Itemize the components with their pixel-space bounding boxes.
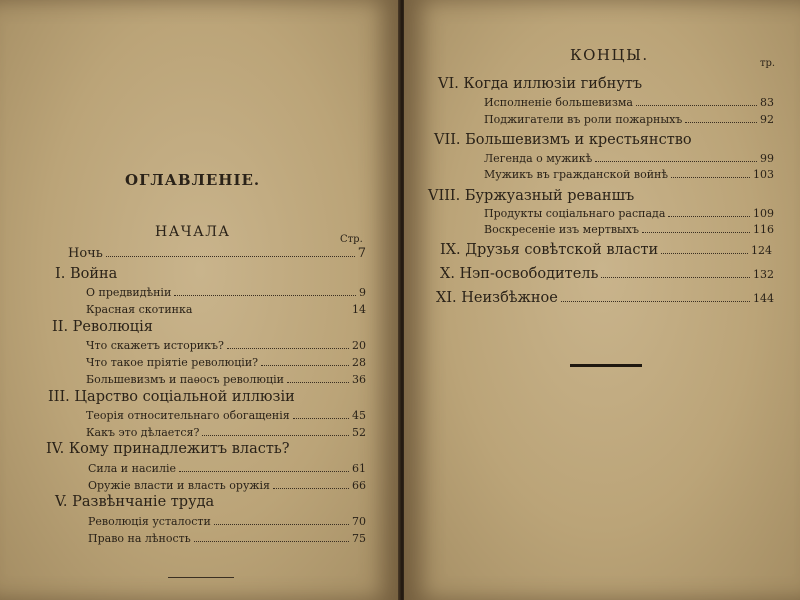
- toc-entry[interactable]: [484, 223, 774, 236]
- entry-title: Теорія относительнаго обогащенія: [86, 409, 290, 422]
- dot-leader: [261, 364, 349, 366]
- entry-title: О предвидѣніи: [86, 286, 172, 299]
- dot-leader: [293, 417, 349, 419]
- entry-page: 99: [760, 152, 774, 165]
- chapter-heading[interactable]: II. Революція: [52, 319, 153, 335]
- chapter-heading[interactable]: VI. Когда иллюзіи гибнутъ: [438, 76, 643, 92]
- chapter-title: X. Нэп-освободитель: [440, 266, 599, 282]
- entry-page: 75: [352, 532, 366, 545]
- entry-page: 144: [753, 292, 774, 305]
- chapter-heading[interactable]: III. Царство соціальной иллюзіи: [48, 389, 295, 405]
- chapter-heading[interactable]: I. Война: [55, 266, 118, 282]
- entry-page: 14: [352, 303, 366, 316]
- entry-page: 132: [753, 268, 774, 281]
- chapter-title: IX. Друзья совѣтской власти: [440, 242, 659, 258]
- toc-entry[interactable]: [484, 96, 774, 109]
- dot-leader: [179, 470, 349, 472]
- entry-page: 103: [753, 168, 774, 181]
- entry-title: Легенда о мужикѣ: [484, 152, 593, 165]
- entry-title: Большевизмъ и паѳосъ революціи: [86, 373, 284, 386]
- dot-leader: [636, 104, 757, 106]
- entry-page: 66: [352, 479, 366, 492]
- entry-page: 109: [753, 207, 774, 220]
- toc-entry[interactable]: [88, 479, 366, 492]
- chapter-heading[interactable]: VIII. Буржуазный реваншъ: [428, 188, 635, 204]
- chapter-heading-with-page[interactable]: [436, 290, 774, 306]
- entry-title: Поджигатели въ роли пожарныхъ: [484, 113, 683, 126]
- toc-entry[interactable]: [88, 532, 366, 545]
- entry-page: 7: [357, 246, 366, 261]
- entry-title: Какъ это дѣлается?: [86, 426, 200, 439]
- dot-leader: [685, 121, 757, 123]
- toc-entry[interactable]: [86, 286, 366, 299]
- entry-title: Красная скотинка: [86, 303, 193, 316]
- entry-page: 9: [359, 286, 366, 299]
- bottom-rule: [168, 577, 234, 578]
- entry-page: 116: [753, 223, 774, 236]
- toc-entry[interactable]: [484, 207, 774, 220]
- dot-leader: [661, 252, 748, 254]
- dot-leader: [668, 215, 750, 217]
- dot-leader: [595, 160, 757, 162]
- entry-page: 36: [352, 373, 366, 386]
- toc-entry[interactable]: [86, 339, 366, 352]
- entry-page: 70: [352, 515, 366, 528]
- dot-leader: [214, 523, 349, 525]
- dot-leader: [106, 255, 355, 257]
- toc-title: ОГЛАВЛЕНІЕ.: [125, 171, 261, 189]
- entry-title: Мужикъ въ гражданской войнѣ: [484, 168, 668, 181]
- toc-entry[interactable]: [88, 462, 366, 475]
- toc-entry[interactable]: [86, 409, 366, 422]
- page-column-label: тр.: [760, 58, 776, 69]
- right-page: [404, 0, 800, 600]
- entry-page: 124: [751, 244, 772, 257]
- chapter-heading[interactable]: V. Развѣнчаніе труда: [55, 494, 215, 510]
- entry-page: 61: [352, 462, 366, 475]
- toc-entry-night[interactable]: [68, 246, 366, 261]
- dot-leader: [273, 487, 349, 489]
- entry-title: Сила и насиліе: [88, 462, 177, 475]
- dot-leader: [287, 381, 349, 383]
- chapter-heading[interactable]: IV. Кому принадлежитъ власть?: [46, 441, 290, 457]
- entry-page: 20: [352, 339, 366, 352]
- entry-title: Революція усталости: [88, 515, 211, 528]
- toc-entry[interactable]: [484, 152, 774, 165]
- toc-entry[interactable]: [86, 356, 366, 369]
- dot-leader: [227, 347, 349, 349]
- dot-leader: [174, 294, 356, 296]
- dot-leader: [671, 176, 750, 178]
- page-column-label: Стр.: [340, 234, 363, 245]
- entry-title: Ночь: [68, 246, 103, 261]
- entry-title: Что такое пріятіе революціи?: [86, 356, 259, 369]
- entry-title: Что скажетъ историкъ?: [86, 339, 224, 352]
- entry-title: Право на лѣность: [88, 532, 191, 545]
- chapter-heading[interactable]: VII. Большевизмъ и крестьянство: [434, 132, 692, 148]
- end-rule: [570, 364, 642, 367]
- dot-leader: [195, 312, 349, 313]
- entry-page: 52: [352, 426, 366, 439]
- chapter-heading-with-page[interactable]: [440, 242, 772, 258]
- dot-leader: [561, 300, 750, 302]
- toc-entry[interactable]: [86, 373, 366, 386]
- entry-title: Оружіе власти и власть оружія: [88, 479, 270, 492]
- entry-title: Исполненіе большевизма: [484, 96, 633, 109]
- toc-entry[interactable]: [86, 426, 366, 439]
- dot-leader: [202, 434, 349, 436]
- entry-title: Воскресеніе изъ мертвыхъ: [484, 223, 639, 236]
- section-title-beginnings: НАЧАЛА: [155, 224, 231, 240]
- dot-leader: [642, 231, 750, 233]
- entry-page: 28: [352, 356, 366, 369]
- toc-entry[interactable]: [484, 113, 774, 126]
- entry-title: Продукты соціальнаго распада: [484, 207, 666, 220]
- entry-page: 92: [760, 113, 774, 126]
- toc-entry[interactable]: [86, 303, 366, 316]
- dot-leader: [601, 276, 750, 278]
- entry-page: 83: [760, 96, 774, 109]
- chapter-title: XI. Неизбѣжное: [436, 290, 558, 306]
- toc-entry[interactable]: [484, 168, 774, 181]
- toc-entry[interactable]: [88, 515, 366, 528]
- entry-page: 45: [352, 409, 366, 422]
- dot-leader: [194, 540, 349, 542]
- section-title-endings: КОНЦЫ.: [570, 46, 649, 64]
- chapter-heading-with-page[interactable]: [440, 266, 774, 282]
